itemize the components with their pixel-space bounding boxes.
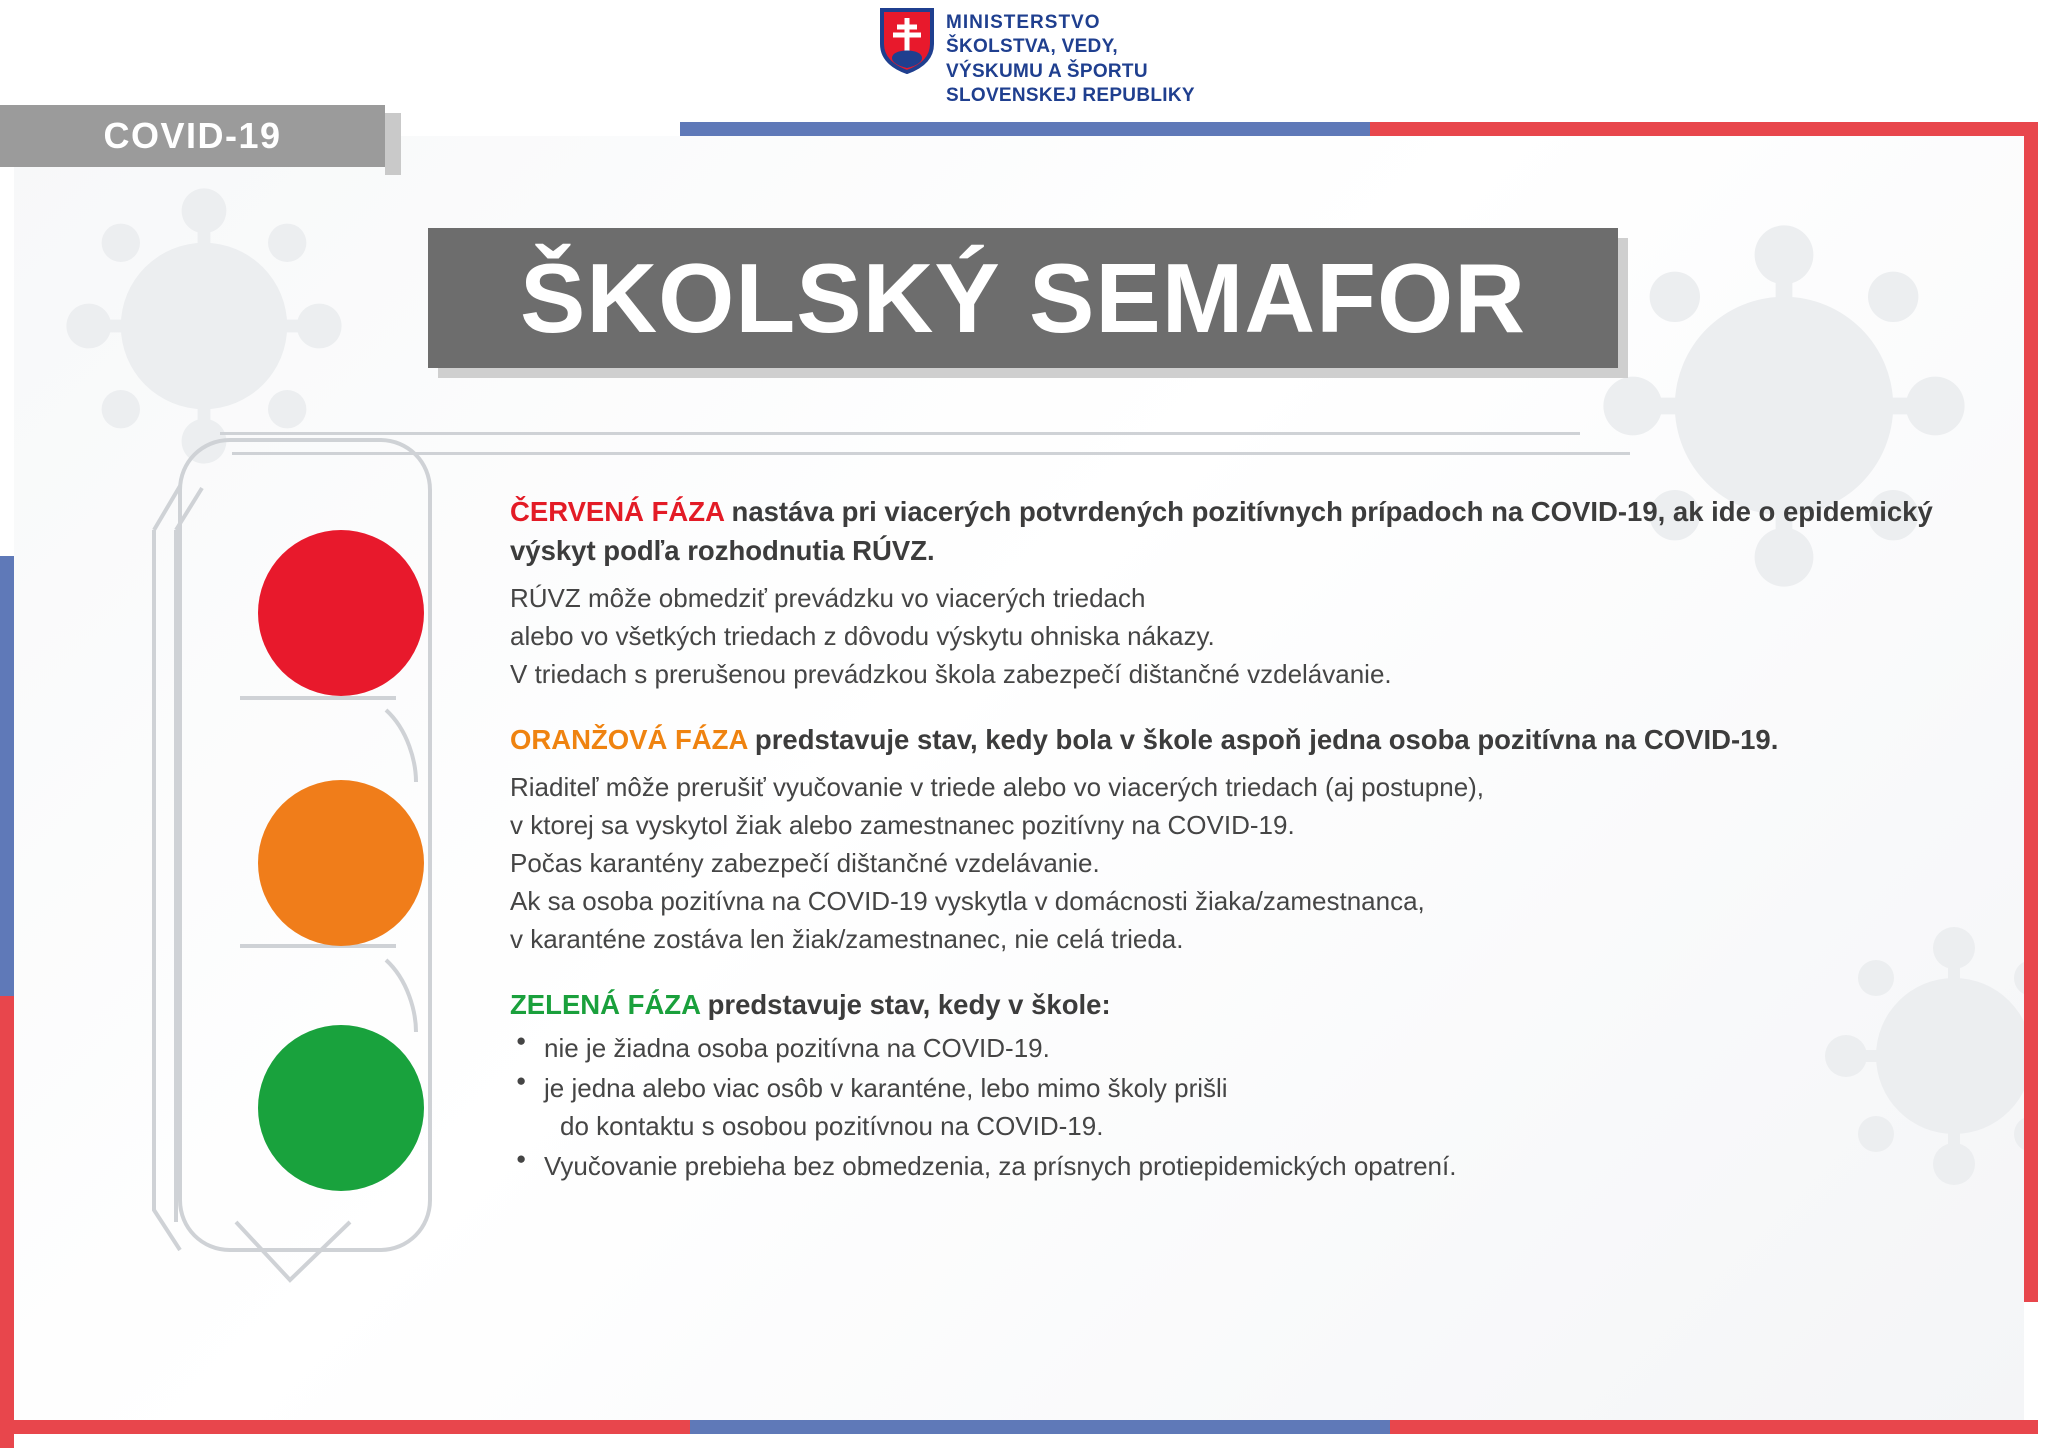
ministry-line-1: MINISTERSTVO	[946, 12, 1101, 33]
green-bullet-3-text: Vyučovanie prebieha bez obmedzenia, za prísnych protiepidemických opatrení.	[544, 1150, 1457, 1181]
orange-phase-keyword: ORANŽOVÁ FÁZA	[510, 723, 748, 755]
green-bullet-2-text: je jedna alebo viac osôb v karanténe, lebo mimo školy prišli	[544, 1072, 1228, 1103]
frame-bar-top-red	[1370, 122, 2038, 136]
frame-bar-bottom-red-left	[0, 1420, 690, 1434]
orange-phase-lead-rest: predstavuje stav, kedy bola v škole aspoň jedna osoba pozitívna na COVID-19.	[747, 723, 1779, 755]
green-phase-lead	[510, 985, 1940, 1024]
ministry-line-4: SLOVENSKEJ REPUBLIKY	[946, 84, 1195, 106]
frame-bar-bottom-red-right	[1390, 1420, 2038, 1434]
section-green-phase	[510, 985, 1940, 1186]
list-item	[510, 1030, 1940, 1068]
traffic-light-red-lamp	[258, 530, 424, 696]
orange-phase-line-3: Počas karantény zabezpečí dištančné vzdelávanie.	[510, 847, 1100, 878]
green-phase-keyword: ZELENÁ FÁZA	[510, 988, 700, 1020]
red-phase-body	[510, 580, 1940, 694]
red-phase-lead-rest: nastáva pri viacerých potvrdených pozitívnych prípadoch na COVID-19, ak ide o epidemický výskyt podľa rozhodnutia RÚVZ.	[510, 496, 1933, 567]
slovak-coat-of-arms-icon	[880, 8, 934, 74]
red-phase-lead	[510, 492, 1940, 570]
red-phase-keyword: ČERVENÁ FÁZA	[510, 496, 724, 527]
orange-phase-line-1: Riaditeľ môže prerušiť vyučovanie v triede alebo vo viacerých triedach (aj postupne),	[510, 772, 1485, 802]
ministry-logo	[880, 8, 1195, 108]
traffic-light-orange-lamp	[258, 780, 424, 946]
orange-phase-body	[510, 769, 1940, 959]
list-item	[510, 1148, 1940, 1186]
section-orange-phase	[510, 720, 1940, 959]
green-phase-lead-rest: predstavuje stav, kedy v škole:	[699, 988, 1111, 1020]
traffic-light-green-lamp	[258, 1025, 424, 1191]
red-phase-line-3: V triedach s prerušenou prevádzkou škola zabezpečí dištančné vzdelávanie.	[510, 659, 1392, 689]
green-bullet-2-cont: do kontaktu s osobou pozitívnou na COVID-19.	[560, 1110, 1104, 1141]
list-item	[510, 1070, 1940, 1146]
page-title-text: ŠKOLSKÝ SEMAFOR	[520, 243, 1526, 353]
green-bullet-1-text: nie je žiadna osoba pozitívna na COVID-19.	[544, 1032, 1050, 1063]
page-title	[428, 228, 1618, 368]
frame-bar-bottom-blue	[690, 1420, 1390, 1434]
red-phase-line-2: alebo vo všetkých triedach z dôvodu výskytu ohniska nákazy.	[510, 621, 1215, 652]
covid-19-tab	[0, 105, 385, 167]
frame-bar-top-blue	[680, 122, 1370, 136]
section-red-phase	[510, 492, 1940, 694]
orange-phase-line-5: v karanténe zostáva len žiak/zamestnanec, nie celá trieda.	[510, 923, 1184, 954]
orange-phase-line-4: Ak sa osoba pozitívna na COVID-19 vyskytla v domácnosti žiaka/zamestnanca,	[510, 885, 1425, 916]
covid-19-tab-label: COVID-19	[103, 115, 282, 156]
green-phase-bullets	[510, 1030, 1940, 1186]
frame-bar-right-red	[2024, 122, 2038, 1302]
ministry-line-2: ŠKOLSTVA, VEDY,	[946, 36, 1119, 58]
orange-phase-lead	[510, 720, 1940, 759]
red-phase-line-1: RÚVZ môže obmedziť prevádzku vo viacerých triedach	[510, 583, 1146, 614]
frame-bar-left-blue	[0, 556, 14, 996]
frame-bar-left-red	[0, 996, 14, 1448]
phases-content	[510, 492, 1940, 1188]
orange-phase-line-2: v ktorej sa vyskytol žiak alebo zamestnanec pozitívny na COVID-19.	[510, 809, 1295, 840]
ministry-name	[946, 8, 1195, 108]
ministry-line-3: VÝSKUMU A ŠPORTU	[946, 60, 1148, 82]
